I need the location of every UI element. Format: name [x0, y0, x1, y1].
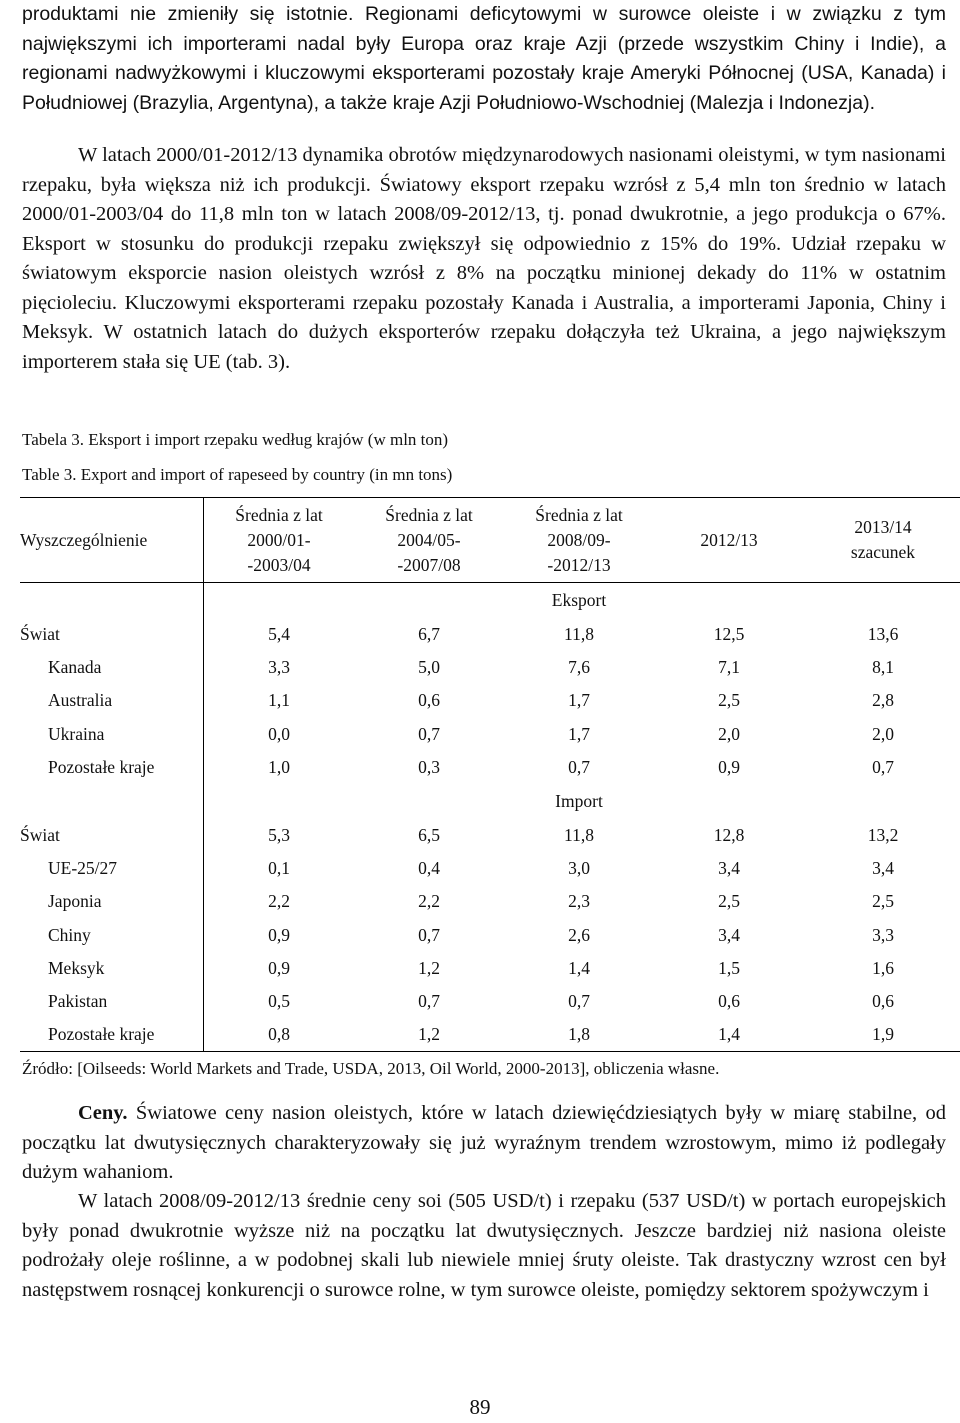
header-year: 2013/14: [854, 517, 912, 537]
header-years-start: 2008/09-: [547, 529, 611, 550]
table-cell: 0,0: [268, 723, 290, 744]
table-row: [20, 885, 960, 918]
table-cell: 6,7: [418, 624, 440, 645]
table-cell: 0,9: [268, 924, 290, 945]
table-cell: 2,3: [568, 891, 590, 912]
table-cell: 2,8: [872, 690, 894, 711]
table-row: [20, 952, 960, 985]
paragraph-trade-dynamics: W latach 2000/01-2012/13 dynamika obrotów międzynarodowych nasionami oleistymi, w tym nasionami rzepaku, była większa niż ich produkcji. Światowy eksport rzepaku wzrósł z 5,4 mln ton średnio w latach 2000/01-2003/04 do 11,8 mln ton w latach 2008/09-2012/13, tj. ponad dwukrotnie, a jego produkcja o 67%. Eksport w stosunku do produkcji rzepaku zwiększył się odpowiednio z 15% do 19%. Udział rzepaku w światowym eksporcie nasion oleistych wzrósł z 8% na początku minionej dekady do 11% w ostatnim pięcioleciu. Kluczowymi eksporterami rzepaku pozostały Kanada i Australia, a importerami Japonia, Chiny i Meksyk. W ostatnich latach do dużych eksporterów rzepaku dołączyła też Ukraina, a jego największym importerem stała się UE (tab. 3).: [22, 144, 946, 373]
table-cell: 3,0: [568, 858, 590, 879]
table-cell: 5,0: [418, 657, 440, 678]
table-cell: 0,5: [268, 990, 290, 1011]
table-cell: 3,4: [872, 858, 894, 879]
table-cell: 2,0: [872, 723, 894, 744]
header-2012-13: 2012/13: [654, 498, 804, 583]
table-row-label: Świat: [20, 624, 60, 645]
table-row: [20, 985, 960, 1018]
header-years-end: -2012/13: [547, 554, 611, 575]
table-cell: 5,4: [268, 624, 290, 645]
table-cell: 1,0: [268, 756, 290, 777]
table-cell: 0,7: [568, 756, 590, 777]
table-row: [20, 919, 960, 952]
table-row-label: Pakistan: [48, 990, 108, 1011]
table-row: [20, 718, 960, 751]
header-years-start: 2000/01-: [247, 529, 311, 550]
table-row-label: Świat: [20, 825, 60, 846]
table-cell: 11,8: [564, 825, 594, 846]
table-cell: 3,3: [872, 924, 894, 945]
table-cell: 0,6: [872, 990, 894, 1011]
table-cell: 2,5: [872, 891, 894, 912]
table-cell: 7,6: [568, 657, 590, 678]
table-cell: 0,9: [268, 957, 290, 978]
table-row: [20, 684, 960, 717]
table-row: [20, 1018, 960, 1052]
header-years-start: 2004/05-: [397, 529, 461, 550]
table-cell: 1,9: [804, 1018, 960, 1052]
paragraph-prices: [22, 1099, 946, 1188]
table-cell: 1,4: [654, 1018, 804, 1052]
table-cell: 0,7: [418, 924, 440, 945]
header-avg-2008-2012: [504, 498, 654, 583]
page-number: 89: [469, 1395, 491, 1419]
table-row-label: Australia: [48, 690, 113, 711]
rapeseed-trade-table: [20, 497, 960, 1052]
table-cell: 2,6: [568, 924, 590, 945]
header-years-end: -2003/04: [247, 554, 311, 575]
header-years-end: -2007/08: [397, 554, 461, 575]
header-label: Średnia z lat: [385, 504, 473, 525]
table-cell: 0,3: [418, 756, 440, 777]
table-cell: 6,5: [418, 825, 440, 846]
table-cell: 8,1: [872, 657, 894, 678]
table-caption-pl: Tabela 3. Eksport i import rzepaku według krajów (w mln ton): [22, 430, 449, 449]
table-cell: 5,3: [268, 825, 290, 846]
table-section-title: Eksport: [551, 590, 607, 610]
table-row-label: UE-25/27: [48, 858, 118, 879]
table-cell: 0,7: [418, 990, 440, 1011]
table-row-label: Pozostałe kraje: [20, 1018, 203, 1052]
table-cell: 3,4: [718, 858, 740, 879]
table-cell: 13,6: [867, 624, 899, 645]
table-cell: 1,8: [504, 1018, 654, 1052]
paragraph-prices-text: Światowe ceny nasion oleistych, które w latach dziewięćdziesiątych były w miarę stabilne, od początku lat dwutysięcznych charakteryzowały się już wyraźnym trendem wzrostowym, mimo iż podlegały dużym wahaniom.: [22, 1102, 946, 1183]
table-row-label: Pozostałe kraje: [48, 756, 155, 777]
table-source-note: Źródło: [Oilseeds: World Markets and Trade, USDA, 2013, Oil World, 2000-2013], obliczenia własne.: [22, 1059, 720, 1078]
table-row-label: Meksyk: [48, 957, 105, 978]
table-cell: 1,5: [718, 957, 740, 978]
table-cell: 1,1: [268, 690, 290, 711]
table-cell: 3,3: [268, 657, 290, 678]
header-avg-2004-2007: [354, 498, 504, 583]
table-cell: 0,9: [718, 756, 740, 777]
table-cell: 2,2: [268, 891, 290, 912]
table-cell: 7,1: [718, 657, 740, 678]
header-avg-2000-2003: [204, 498, 354, 583]
table-cell: 0,7: [568, 990, 590, 1011]
table-row-label: Chiny: [48, 924, 91, 945]
table-cell: 1,7: [568, 723, 590, 744]
table-cell: 0,7: [418, 723, 440, 744]
table-cell: 0,7: [872, 756, 894, 777]
table-cell: 0,6: [718, 990, 740, 1011]
table-section-row: [20, 583, 960, 619]
table-cell: 1,6: [872, 957, 894, 978]
table-row: [20, 651, 960, 684]
table-cell: 1,2: [418, 957, 440, 978]
table-caption-en: Table 3. Export and import of rapeseed by country (in mn tons): [22, 465, 453, 484]
table-cell: 12,5: [713, 624, 745, 645]
table-cell: 0,4: [418, 858, 440, 879]
table-cell: 0,8: [204, 1018, 354, 1052]
table-section-row: [20, 784, 960, 819]
table-cell: 2,5: [718, 690, 740, 711]
header-label: Średnia z lat: [235, 504, 323, 525]
header-estimate: szacunek: [850, 542, 916, 562]
table-row-label: Ukraina: [48, 723, 105, 744]
header-2013-14-estimate: [804, 498, 960, 583]
table-section-title: Import: [555, 790, 603, 811]
table-cell: 12,8: [713, 825, 745, 846]
table-header-row: [20, 498, 960, 583]
paragraph-price-levels: W latach 2008/09-2012/13 średnie ceny soi (505 USD/t) i rzepaku (537 USD/t) w portach europejskich były ponad dwukrotnie wyższe niż na początku lat dwutysięcznych. Jeszcze bardziej niż nasiona oleiste podrożały oleje roślinne, a w podobnej skali lub niewiele mniej śruty oleiste. Tak drastyczny wzrost cen był następstwem rosnącej konkurencji o surowce rolne, w tym surowce oleiste, pomiędzy sektorem spożywczym i: [22, 1190, 946, 1301]
table-cell: 13,2: [867, 825, 899, 846]
table-cell: 11,8: [564, 624, 594, 645]
table-row: [20, 618, 960, 651]
table-cell: 0,6: [418, 690, 440, 711]
header-label: Średnia z lat: [535, 504, 623, 525]
table-row-label: Kanada: [48, 657, 102, 678]
table-cell: 3,4: [718, 924, 740, 945]
table-cell: 1,2: [354, 1018, 504, 1052]
table-cell: 1,4: [568, 957, 590, 978]
table-row: [20, 751, 960, 784]
table-cell: 0,1: [268, 858, 290, 879]
paragraph-intro: produktami nie zmieniły się istotnie. Regionami deficytowymi w surowce oleiste i w związku z tym największymi ich importerami nadal były Europa oraz kraje Azji (przede wszystkim Chiny i Indie), a regionami nadwyżkowymi i kluczowymi eksporterami pozostały kraje Ameryki Północnej (USA, Kanada) i Południowej (Brazylia, Argentyna), a także kraje Azji Południowo-Wschodniej (Malezja i Indonezja).: [22, 3, 946, 114]
paragraph-lead-word: Ceny.: [78, 1102, 128, 1124]
table-cell: 2,0: [718, 723, 740, 744]
header-wyszczegolnienie: Wyszczególnienie: [20, 498, 203, 583]
table-cell: 1,7: [568, 690, 590, 711]
table-row: [20, 852, 960, 885]
table-row-label: Japonia: [48, 891, 102, 912]
table-cell: 2,5: [718, 891, 740, 912]
table-row: [20, 819, 960, 852]
table-cell: 2,2: [418, 891, 440, 912]
